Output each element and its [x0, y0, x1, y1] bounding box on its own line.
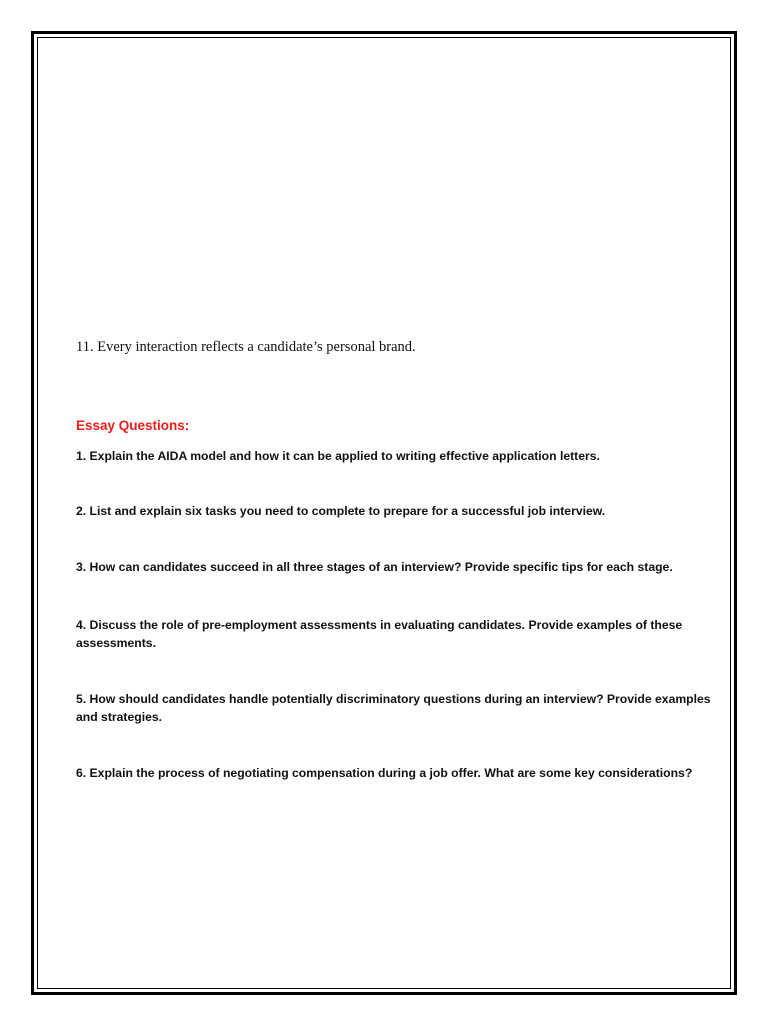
essay-question-6: 6. Explain the process of negotiating compensation during a job offer. What are some key considerations? [76, 766, 693, 780]
essay-question-2: 2. List and explain six tasks you need to complete to prepare for a successful job interview. [76, 504, 606, 518]
essay-questions-heading: Essay Questions: [76, 418, 190, 433]
essay-question-4: 4. Discuss the role of pre-employment assessments in evaluating candidates. Provide examples of these assessments. [76, 618, 683, 650]
essay-question-3: 3. How can candidates succeed in all three stages of an interview? Provide specific tips for each stage. [76, 560, 673, 574]
essay-question-1: 1. Explain the AIDA model and how it can be applied to writing effective application letters. [76, 449, 600, 463]
essay-question-5: 5. How should candidates handle potentially discriminatory questions during an interview? Provide examples and strategies. [76, 692, 711, 724]
statement-11: 11. Every interaction reflects a candidate’s personal brand. [76, 339, 416, 355]
